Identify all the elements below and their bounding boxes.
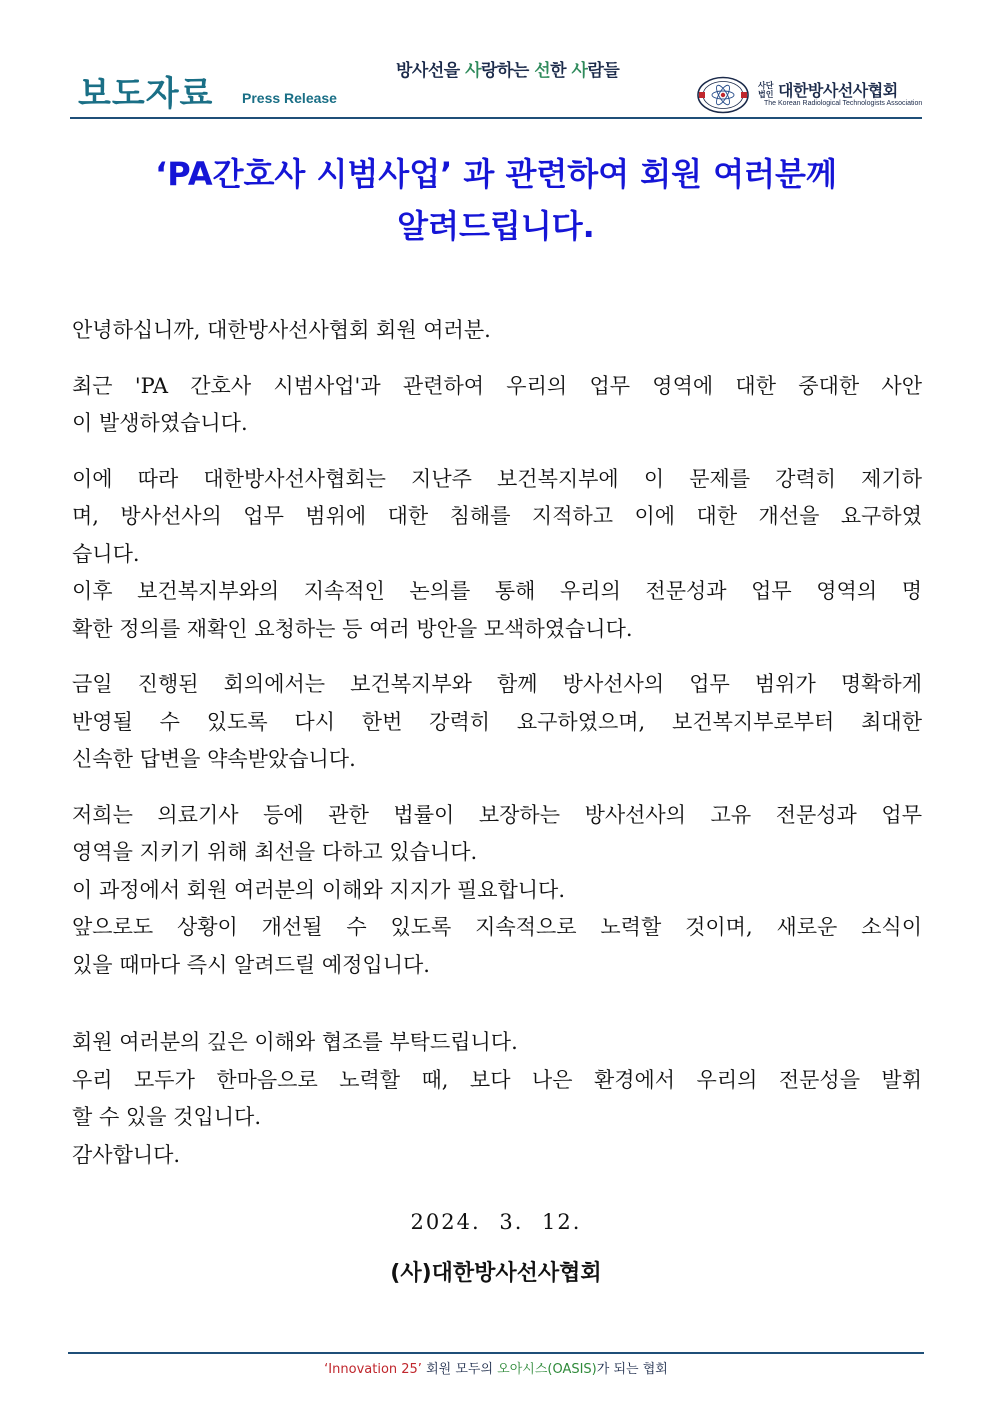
body-line: 반영될 수 있도록 다시 한번 강력히 요구하였으며, 보건복지부로부터 최대한	[72, 709, 922, 734]
document-date: 2024. 3. 12.	[410, 1210, 582, 1234]
association-logo	[696, 76, 922, 116]
document-body	[72, 312, 922, 1174]
association-english-name: The Korean Radiological Technologists Association	[764, 100, 923, 107]
paragraph-closing	[72, 1024, 922, 1174]
body-line: 이 과정에서 회원 여러분의 이해와 지지가 필요합니다.	[72, 877, 566, 902]
header	[72, 46, 922, 118]
slogan-part: 람들	[587, 61, 620, 81]
body-line: 감사합니다.	[72, 1142, 181, 1167]
title-line: ‘PA간호사 시범사업’ 과 관련하여 회원 여러분께	[155, 155, 837, 193]
title-line: 알려드립니다.	[397, 207, 595, 245]
press-release-title: 보도자료	[78, 74, 214, 114]
body-line: 있을 때마다 즉시 알려드릴 예정입니다.	[72, 952, 430, 977]
body-line: 이 발생하였습니다.	[72, 411, 248, 435]
body-line: 신속한 답변을 약속받았습니다.	[72, 747, 356, 771]
footer-part: 회원 모두의	[421, 1362, 498, 1377]
association-seal-icon	[696, 76, 750, 114]
slogan-part: 선	[534, 61, 551, 81]
association-prefix: 사단법인	[758, 81, 774, 99]
footer-part: 오아시스(OASIS)	[497, 1362, 597, 1377]
signature: (사)대한방사선사협회	[390, 1261, 602, 1286]
body-line: 최근 'PA 간호사 시범사업'과 관련하여 우리의 업무 영역에 대한 중대한 사안	[72, 373, 922, 398]
body-line: 이에 따라 대한방사선사협회는 지난주 보건복지부에 이 문제를 강력히 제기하	[72, 466, 922, 491]
body-line: 안녕하십니까, 대한방사선사협회 회원 여러분.	[72, 318, 491, 342]
slogan-part: 사	[465, 61, 482, 81]
footer-divider	[68, 1352, 924, 1354]
slogan	[396, 56, 619, 81]
paragraph-greeting	[72, 312, 922, 350]
slogan-part: 한	[550, 61, 572, 81]
footer-part: 가 되는 협회	[596, 1362, 668, 1377]
body-line: 영역을 지키기 위해 최선을 다하고 있습니다.	[72, 840, 478, 864]
association-name: 대한방사선사협회	[778, 81, 898, 100]
body-line: 우리 모두가 한마음으로 노력할 때, 보다 나은 환경에서 우리의 전문성을 발휘	[72, 1067, 922, 1092]
body-line: 이후 보건복지부와의 지속적인 논의를 통해 우리의 전문성과 업무 영역의 명	[72, 579, 922, 603]
document-title	[70, 148, 922, 252]
body-line: 금일 진행된 회의에서는 보건복지부와 함께 방사선사의 업무 범위가 명확하게	[72, 672, 922, 696]
footer-slogan	[68, 1358, 924, 1377]
body-line: 회원 여러분의 깊은 이해와 협조를 부탁드립니다.	[72, 1030, 518, 1054]
paragraph-actions	[72, 461, 922, 649]
slogan-part: 사	[571, 61, 588, 81]
press-release-subtitle: Press Release	[242, 90, 337, 106]
paragraph-issue	[72, 368, 922, 443]
body-line: 할 수 있을 것입니다.	[72, 1105, 261, 1129]
footer-part: ‘Innovation 25’	[324, 1362, 422, 1377]
body-line: 저희는 의료기사 등에 관한 법률이 보장하는 방사선사의 고유 전문성과 업무	[72, 802, 922, 827]
header-divider	[70, 117, 922, 119]
slogan-part: 방사선을	[396, 61, 466, 81]
slogan-part: 랑하는	[481, 61, 535, 81]
paragraph-commitment	[72, 797, 922, 985]
body-line: 확한 정의를 재확인 요청하는 등 여러 방안을 모색하였습니다.	[72, 616, 633, 641]
body-line: 앞으로도 상황이 개선될 수 있도록 지속적으로 노력할 것이며, 새로운 소식이	[72, 915, 922, 939]
body-line: 습니다.	[72, 541, 140, 566]
paragraph-meeting	[72, 666, 922, 779]
body-line: 며, 방사선사의 업무 범위에 대한 침해를 지적하고 이에 대한 개선을 요구하였	[72, 504, 922, 528]
